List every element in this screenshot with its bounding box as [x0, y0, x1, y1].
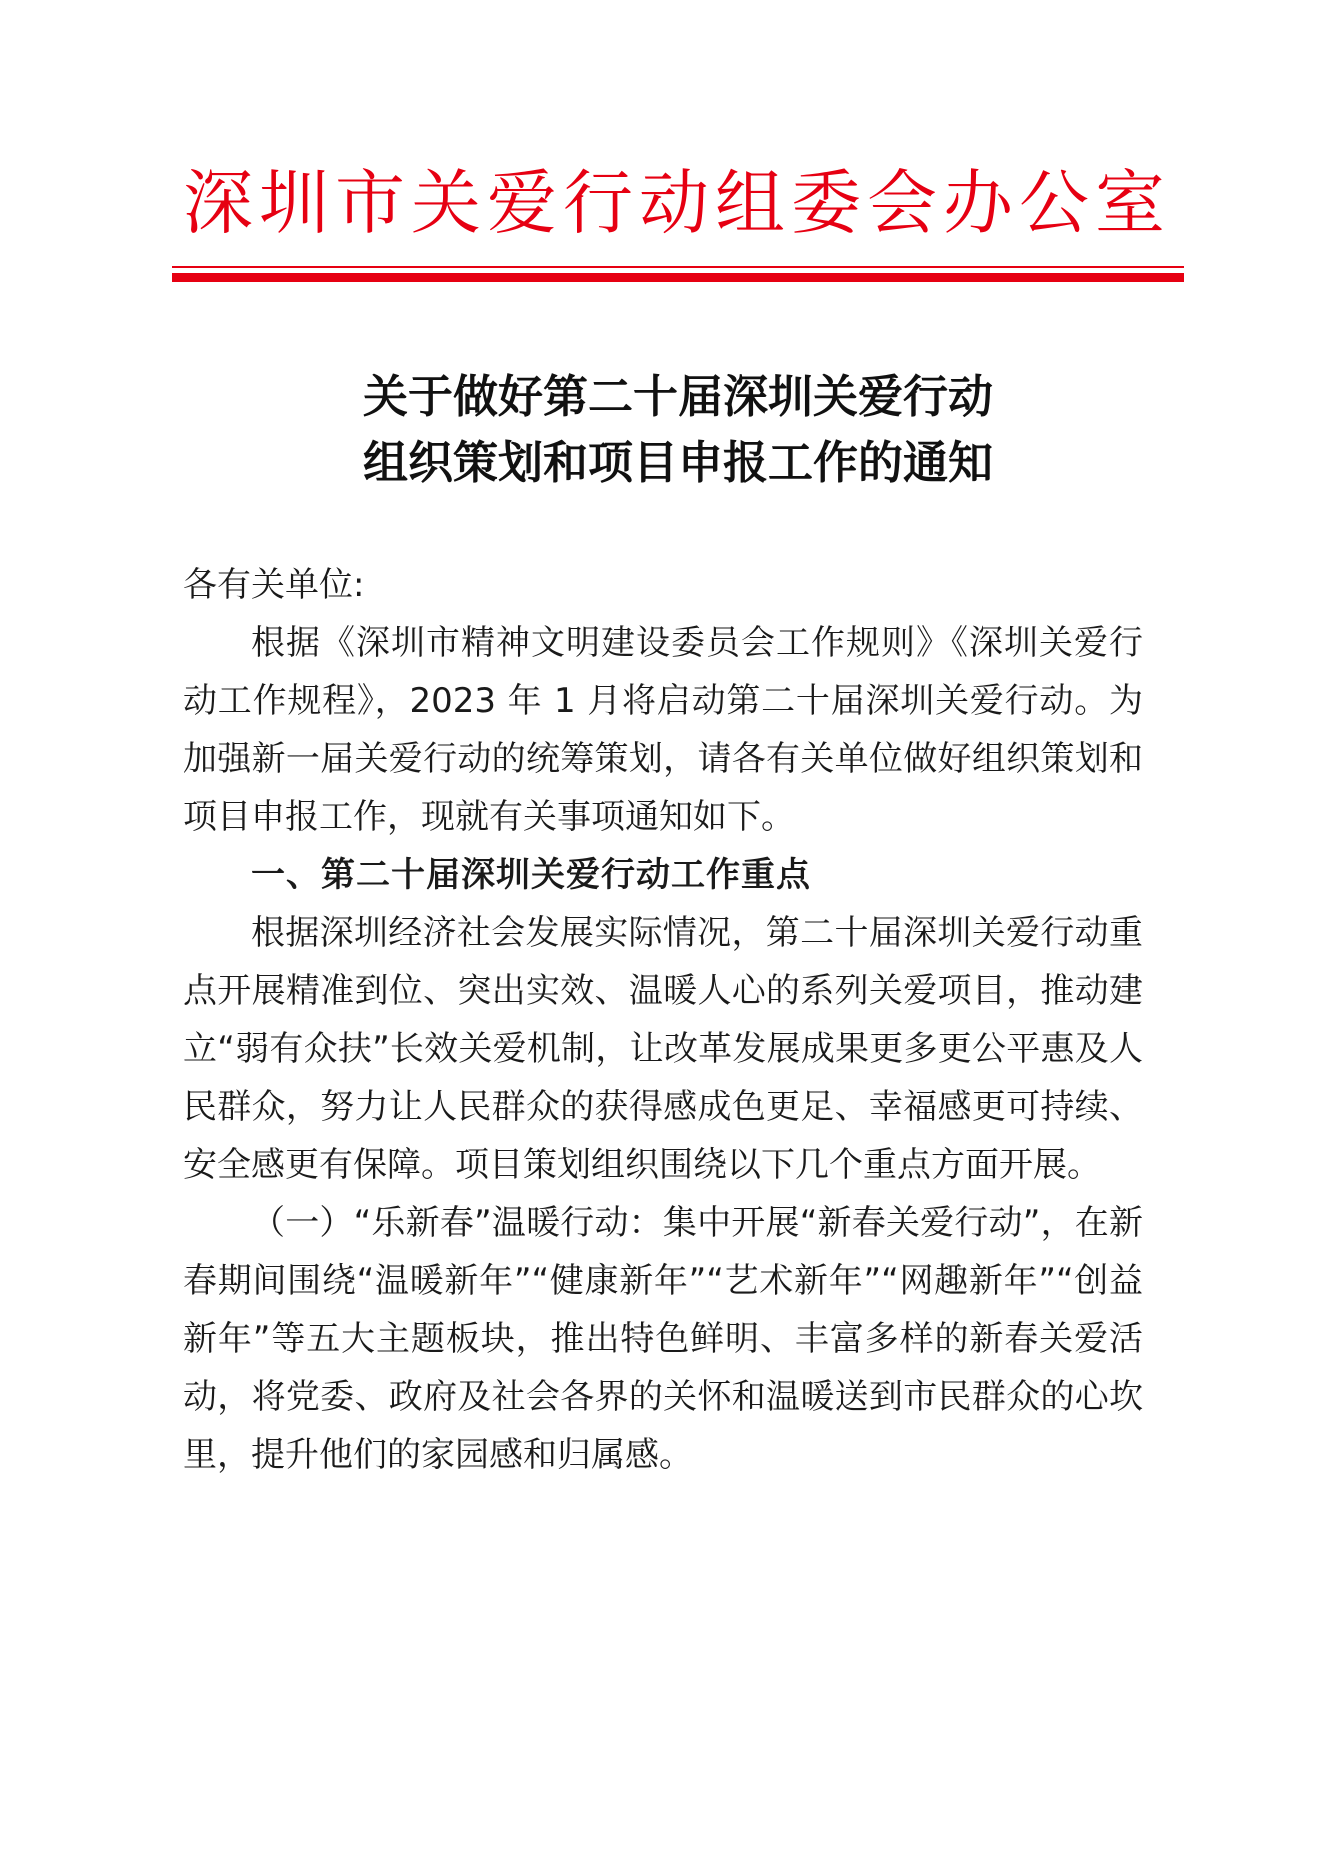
- item-1-paragraph: （一）“乐新春”温暖行动：集中开展“新春关爱行动”，在新春期间围绕“温暖新年”“健康新年”“艺术新年”“网趣新年”“创益新年”等五大主题板块，推出特色鲜明、丰富多样的新春关爱活动，将党委、政府及社会各界的关怀和温暖送到市民群众的心坎里，提升他们的家园感和归属感。: [183, 1203, 1143, 1475]
- salutation: 各有关单位:: [183, 565, 365, 605]
- document-title: [172, 364, 1184, 496]
- letterhead-org-name: 深圳市关爱行动组委会办公室: [183, 162, 1171, 244]
- title-line-2: 组织策划和项目申报工作的通知: [362, 436, 993, 489]
- letterhead-rule-thick: [172, 273, 1184, 282]
- section-1-paragraph: 根据深圳经济社会发展实际情况，第二十届深圳关爱行动重点开展精准到位、突出实效、温暖人心的系列关爱项目，推动建立“弱有众扶”长效关爱机制，让改革发展成果更多更公平惠及人民群众，努力让人民群众的获得感成色更足、幸福感更可持续、安全感更有保障。项目策划组织围绕以下几个重点方面开展。: [183, 913, 1143, 1185]
- title-line-1: 关于做好第二十届深圳关爱行动: [362, 370, 993, 423]
- letterhead-rule-thin: [172, 266, 1184, 268]
- section-1-heading: 一、第二十届深圳关爱行动工作重点: [251, 855, 811, 895]
- intro-paragraph: 根据《深圳市精神文明建设委员会工作规则》《深圳关爱行动工作规程》，2023 年 1 月将启动第二十届深圳关爱行动。为加强新一届关爱行动的统筹策划，请各有关单位做好组织策划和项目申报工作，现就有关事项通知如下。: [183, 623, 1143, 837]
- document-body: [183, 556, 1143, 1484]
